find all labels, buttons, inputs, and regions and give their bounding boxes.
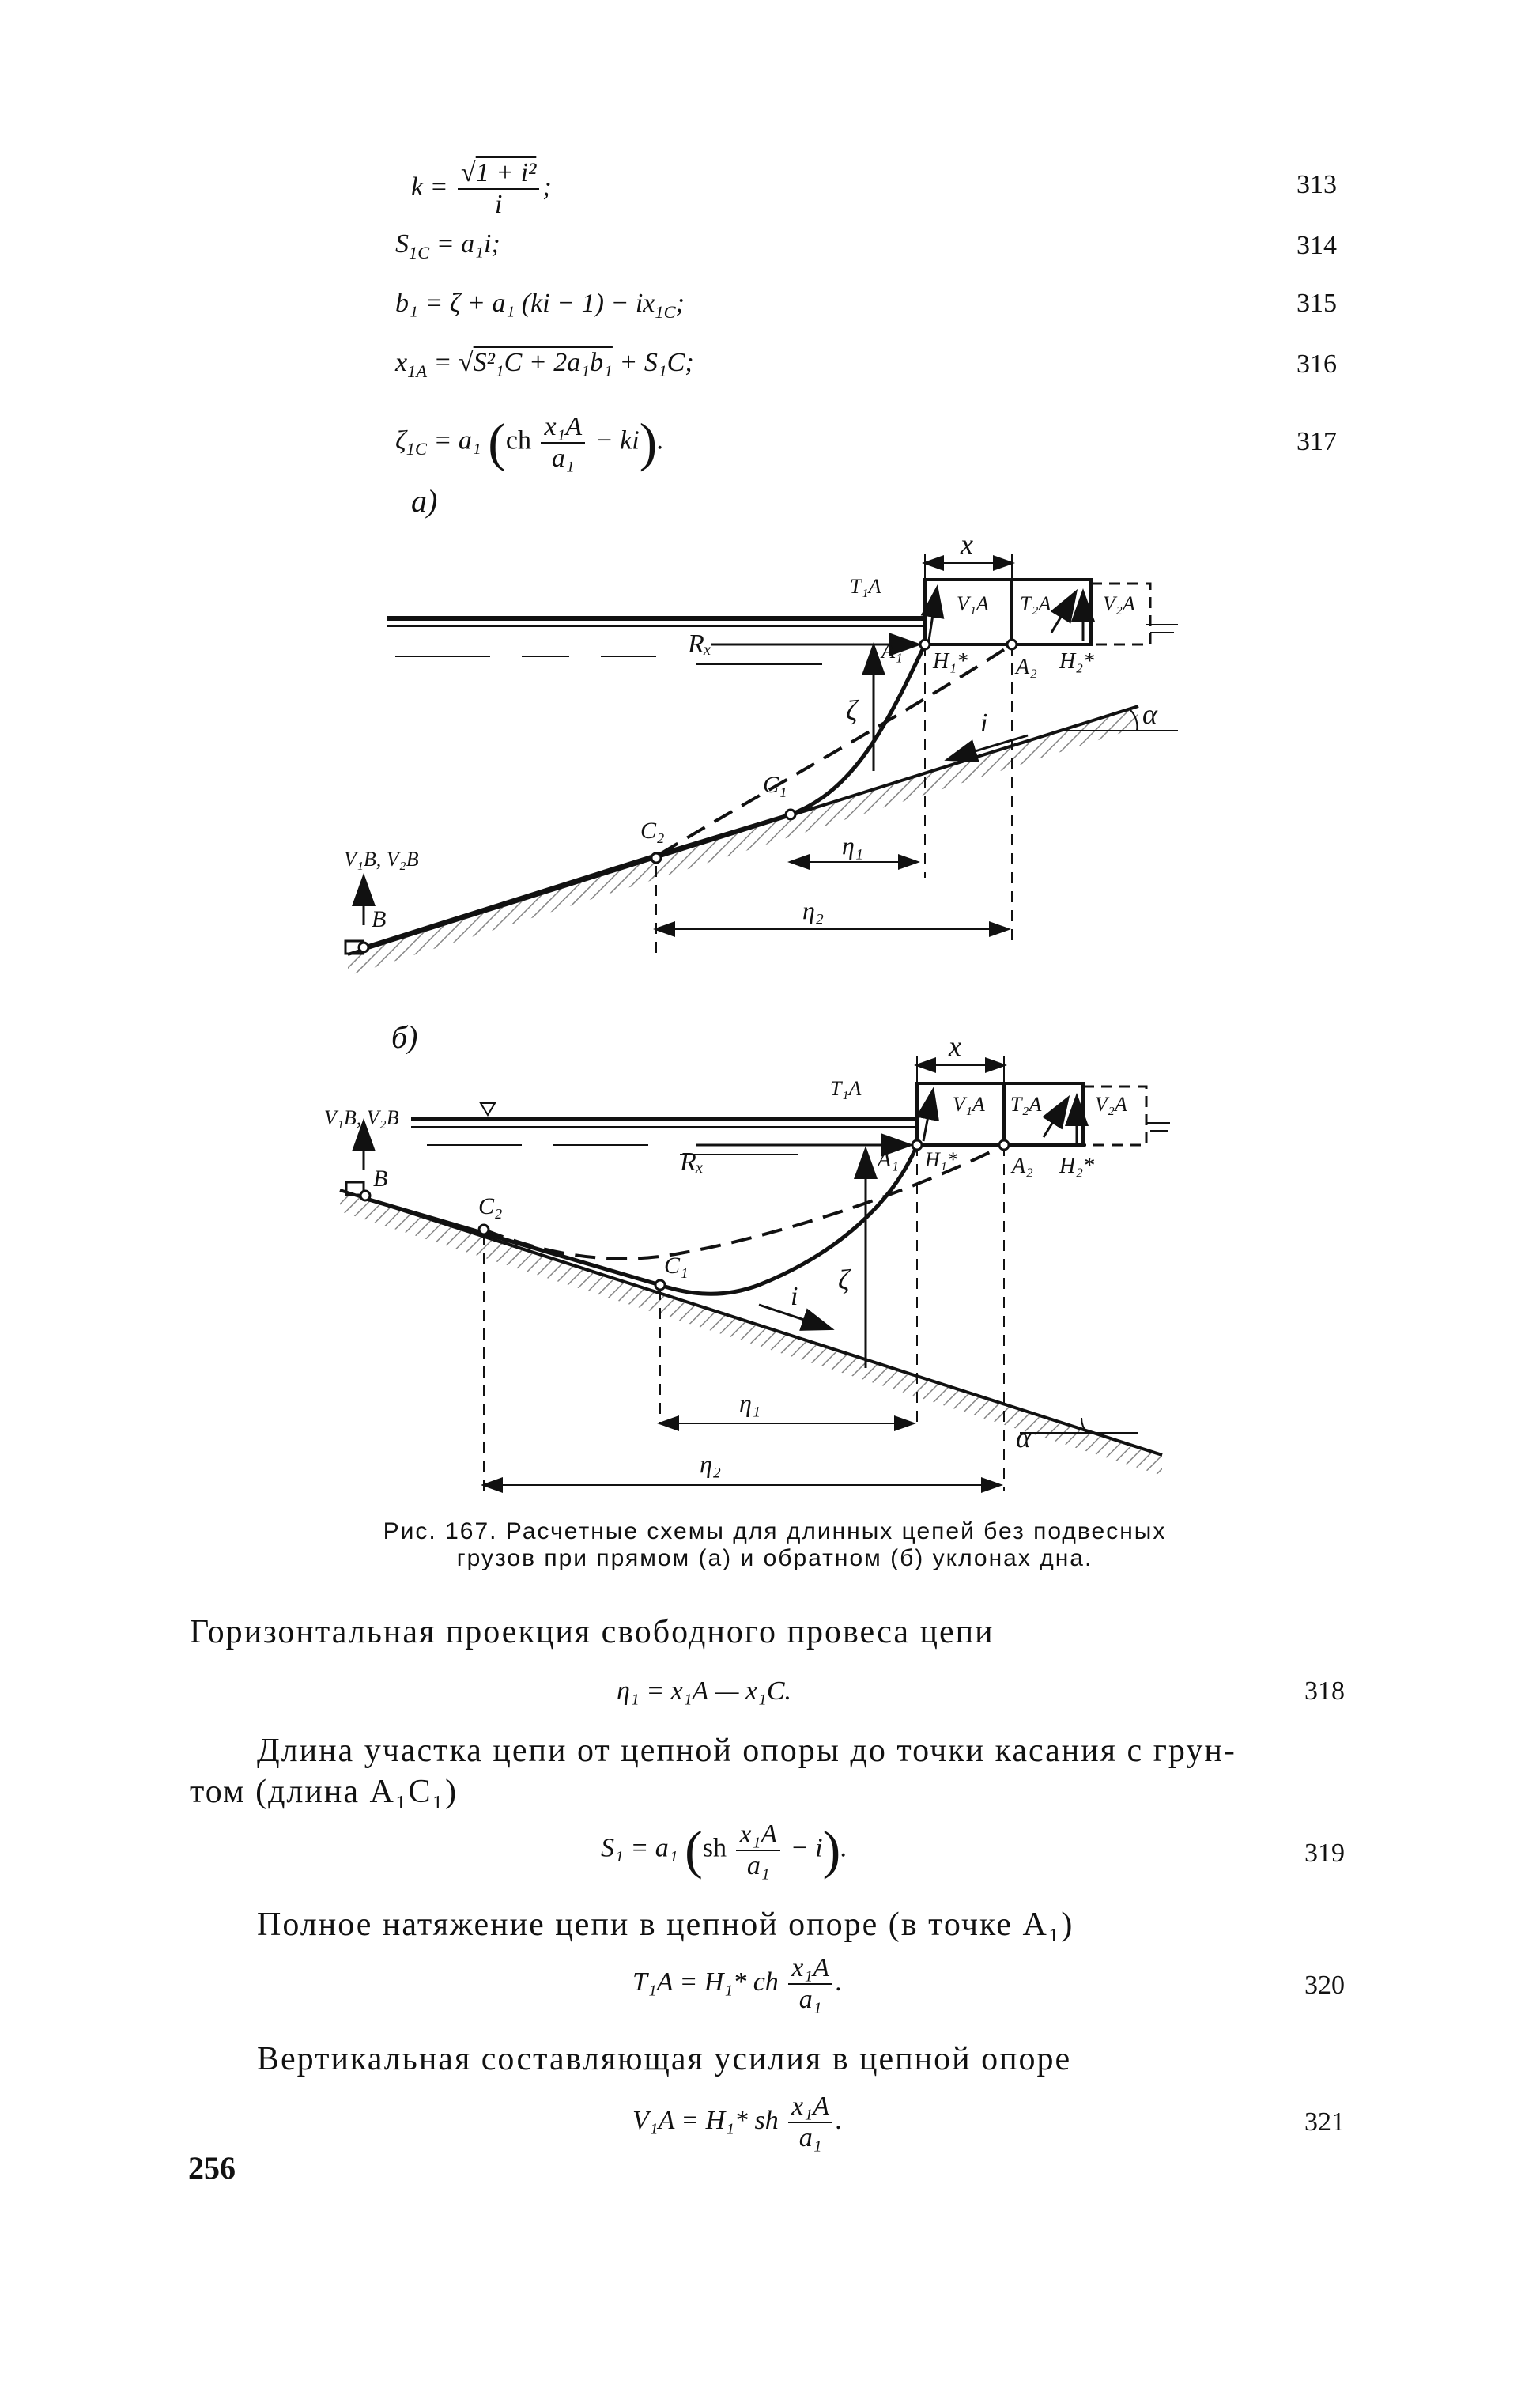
figure-a-label-zeta: ζ (846, 694, 858, 726)
figure-b-label-eta1: η₁ (739, 1389, 761, 1417)
formula-317-lhs-sub: 1C (406, 439, 427, 459)
paragraph-2-line-1: Длина участка цепи от цепной опоры до точки касания с грун- (257, 1733, 1236, 1769)
figure-b-label-c1: C₁ (664, 1253, 689, 1279)
figure-b-label-x: x (949, 1030, 961, 1062)
formula-317-end: . (657, 425, 664, 455)
figure-a-point-c1 (786, 810, 795, 819)
equation-319-denominator: a₁ (746, 1850, 770, 1880)
figure-a-v2a-arrow (1051, 593, 1075, 633)
paragraph-1: Горизонтальная проекция свободного провеса цепи (190, 1614, 995, 1650)
equation-321-denominator: a₁ (798, 2123, 822, 2152)
formula-317-lhs: ζ (395, 425, 406, 455)
formula-314-lhs: S (395, 229, 409, 259)
equation-320-numerator: x₁A (788, 1953, 832, 1985)
equation-319-function: sh (702, 1833, 727, 1863)
equation-321 (632, 2092, 842, 2153)
formula-317-number: 317 (1297, 427, 1337, 456)
figure-a-point-c2 (651, 853, 661, 863)
figure-a-label-c1: C₁ (763, 772, 787, 798)
formula-317-right-paren: ) (639, 412, 658, 472)
equation-319 (601, 1819, 847, 1881)
figure-b-point-a1 (912, 1140, 922, 1150)
formula-315-number: 315 (1297, 289, 1337, 318)
equation-319-right-paren: ) (822, 1820, 841, 1880)
figure-a-label-t2a: T₂A (1020, 592, 1051, 615)
figure-b-seabed (340, 1190, 1162, 1476)
formula-313-radicand: 1 + i² (475, 158, 537, 187)
figure-a-v1a-arrow (929, 589, 937, 641)
equation-319-tail: − i (790, 1833, 823, 1863)
figure-a-label-eta2: η₂ (802, 896, 824, 924)
figure-a-point-a1 (920, 640, 930, 649)
formula-315-body: b₁ = ζ + a₁ (ki − 1) − ix (395, 289, 655, 318)
figure-caption-line-1: Рис. 167. Расчетные схемы для длинных цепей без подвесных (383, 1518, 1167, 1544)
formula-316-lhs: x (395, 348, 408, 377)
figure-b-point-b (360, 1191, 370, 1200)
equation-320 (632, 1953, 842, 2015)
figure-a-label-t1a: T₁A (850, 575, 881, 598)
figure-caption-line-2: грузов при прямом (а) и обратном (б) уклонах дна. (456, 1545, 1093, 1571)
figure-b-label-t1a: T₁A (830, 1077, 862, 1100)
paragraph-4: Вертикальная составляющая усилия в цепной опоре (257, 2041, 1072, 2077)
equation-321-number: 321 (1304, 2107, 1345, 2137)
equation-319-numerator: x₁A (736, 1820, 780, 1851)
figure-b-water-surface (411, 1103, 1170, 1155)
figure-a-chain-2 (660, 644, 1012, 854)
figure-b-label-c2: C₂ (478, 1193, 503, 1219)
figure-b-label-t2a: T₂A (1010, 1093, 1042, 1116)
figure-b-v1a-arrow (923, 1091, 933, 1141)
equation-320-end: . (835, 1967, 843, 1997)
figure-a (344, 528, 1178, 976)
figure-a-label-a2: A₂ (1016, 655, 1037, 679)
figure-b-label-b: B (373, 1166, 388, 1192)
figure-b-label-zeta: ζ (838, 1264, 850, 1295)
equation-319-lhs: S₁ = a₁ (601, 1833, 678, 1863)
figure-b-label-a1: A₁ (878, 1147, 899, 1172)
equation-321-end: . (835, 2105, 843, 2135)
figure-a-label-c2: C₂ (640, 818, 665, 844)
formula-316-tail: + S₁C; (619, 348, 694, 377)
figure-b-label-h1: H₁* (925, 1148, 957, 1171)
equation-321-numerator: x₁A (788, 2092, 832, 2123)
figure-a-label-a1: A₁ (881, 639, 903, 663)
figure-a-point-a2 (1007, 640, 1017, 649)
formula-314-rhs: = a₁i; (436, 229, 500, 259)
formula-317-denominator: a₁ (551, 443, 575, 473)
formula-313-tail: ; (542, 172, 552, 202)
formula-315-tail: ; (675, 289, 685, 318)
equation-320-number: 320 (1304, 1971, 1345, 2000)
formula-317-function: ch (505, 425, 531, 455)
formula-313-denominator: i (494, 190, 503, 219)
figure-a-point-b (359, 943, 368, 952)
figure-a-label-i: i (980, 709, 988, 738)
equation-318: η₁ = x₁A — x₁C. (617, 1676, 792, 1706)
figure-a-label-b: B (372, 906, 387, 932)
figure-b-point-c2 (479, 1225, 489, 1234)
figure-caption (332, 1518, 1217, 1572)
paragraph-2-line-2: том (длина A₁C₁) (190, 1774, 459, 1810)
figure-b-point-c1 (655, 1280, 665, 1290)
formula-314-number: 314 (1297, 231, 1337, 260)
figure-b-label-a2: A₂ (1012, 1154, 1033, 1178)
figure-b-label-eta2: η₂ (700, 1449, 721, 1478)
formula-316: $x_{1A} = √S^2_1C + 2a_1b_1 + S_1C$; (395, 348, 694, 381)
paragraph-3: Полное натяжение цепи в цепной опоре (в точке A₁) (257, 1907, 1074, 1943)
equation-320-fraction (788, 1953, 832, 2015)
formula-316-number: 316 (1297, 350, 1337, 379)
formula-317-tail: − ki (594, 425, 640, 455)
figure-b-chain-1 (364, 1145, 917, 1294)
formula-317-left-paren: ( (488, 412, 506, 472)
formula-314-lhs-sub: 1C (409, 242, 430, 263)
equation-318-number: 318 (1304, 1676, 1345, 1706)
equation-320-lhs: T₁A = H₁* ch (632, 1967, 779, 1997)
equation-319-left-paren: ( (685, 1820, 703, 1880)
figure-b-label-v1a: V₁A (953, 1093, 985, 1116)
figure-b-label-alpha: α (1016, 1422, 1031, 1453)
formula-316-radicand: S²₁C + 2a₁b₁ (473, 348, 613, 377)
equation-321-fraction (788, 2092, 832, 2153)
figure-a-label: а) (411, 483, 438, 519)
equation-319-number: 319 (1304, 1839, 1345, 1868)
figure-a-label-v2a: V₂A (1103, 592, 1135, 615)
formula-316-lhs-sub: 1A (407, 361, 428, 381)
figure-a-label-rx: Rₓ (688, 629, 712, 659)
figure-a-label-x: x (961, 528, 973, 560)
figure-b-label-v2a: V₂A (1095, 1093, 1127, 1116)
page-number: 256 (188, 2150, 236, 2186)
figure-a-seabed (348, 706, 1178, 976)
figure-b-label-h2: H₂* (1059, 1154, 1094, 1178)
formula-313-numerator: √1 + i² (458, 158, 539, 190)
equation-321-lhs: V₁A = H₁* sh (632, 2105, 779, 2135)
figure-a-chain-1 (360, 644, 925, 949)
figure-a-label-alpha: α (1142, 698, 1157, 730)
formula-313-number: 313 (1297, 170, 1337, 199)
equation-319-fraction (736, 1820, 780, 1881)
equation-319-end: . (840, 1833, 847, 1863)
formula-313-lhs: k (411, 172, 424, 202)
figure-b-panel-label: б) (391, 1019, 418, 1055)
formula-317-coefficient: = a₁ (433, 425, 481, 455)
figure-b-label-i: i (791, 1282, 798, 1311)
figure-b (324, 1019, 1170, 1491)
equation-320-denominator: a₁ (798, 1985, 822, 2014)
formula-317-numerator: x₁A (541, 412, 585, 444)
figure-a-label-h2: H₂* (1059, 649, 1094, 674)
figure-a-label-eta1: η₁ (842, 831, 863, 860)
figure-b-label-rx: Rₓ (680, 1147, 704, 1177)
formula-313: k = $\frac{\text{√1 + i²}}{i}$ ; (411, 158, 552, 219)
figure-b-point-a2 (999, 1140, 1009, 1150)
figure-a-label-v1a: V₁A (957, 592, 989, 615)
formula-315-sub: 1C (655, 301, 676, 322)
figure-a-label-h1: H₁* (933, 649, 968, 674)
figure-a-label-v1b: V₁B, V₂B (344, 848, 419, 871)
figure-b-v2a-arrow (1044, 1099, 1067, 1137)
figure-b-label-v1b: V₁B, V₂B (324, 1106, 399, 1129)
